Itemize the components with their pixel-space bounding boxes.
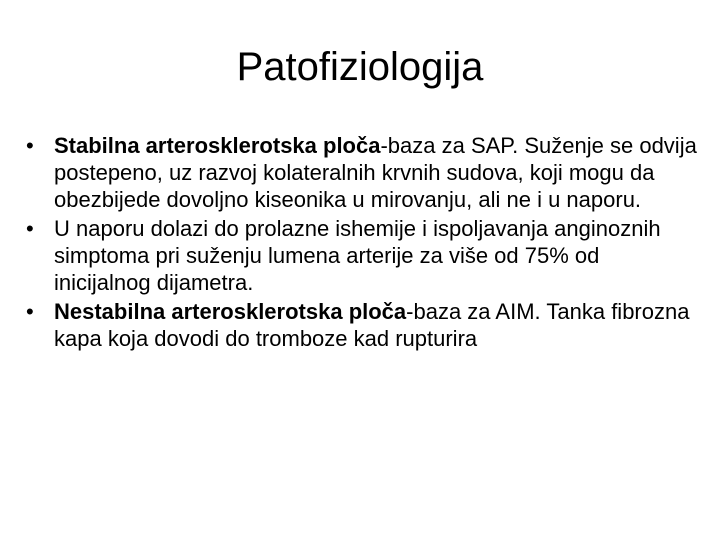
bullet-marker: • bbox=[26, 299, 34, 324]
slide-title: Patofiziologija bbox=[236, 45, 484, 89]
bullet-list bbox=[22, 132, 702, 354]
bullet-bold-text: Nestabilna arterosklerotska ploča bbox=[54, 299, 407, 324]
bullet-marker: • bbox=[26, 216, 34, 241]
bullet-item bbox=[22, 215, 702, 296]
bullet-text: -baza za SAP. Suženje se odvija postepeno, uz razvoj kolateralnih krvnih sudova, koji mogu da obezbijede dovoljno kiseonika u mirovanju, ali ne i u naporu. bbox=[54, 133, 697, 212]
bullet-item bbox=[22, 132, 702, 213]
bullet-text: U naporu dolazi do prolazne ishemije i ispoljavanja anginoznih simptoma pri suženju lumena arterije za više od 75% od inicijalnog dijametra. bbox=[54, 216, 661, 295]
bullet-text: -baza za AIM. Tanka fibrozna kapa koja dovodi do tromboze kad rupturira bbox=[54, 299, 690, 351]
bullet-item bbox=[22, 298, 702, 352]
bullet-bold-text: Stabilna arterosklerotska ploča bbox=[54, 133, 381, 158]
bullet-marker: • bbox=[26, 133, 34, 158]
